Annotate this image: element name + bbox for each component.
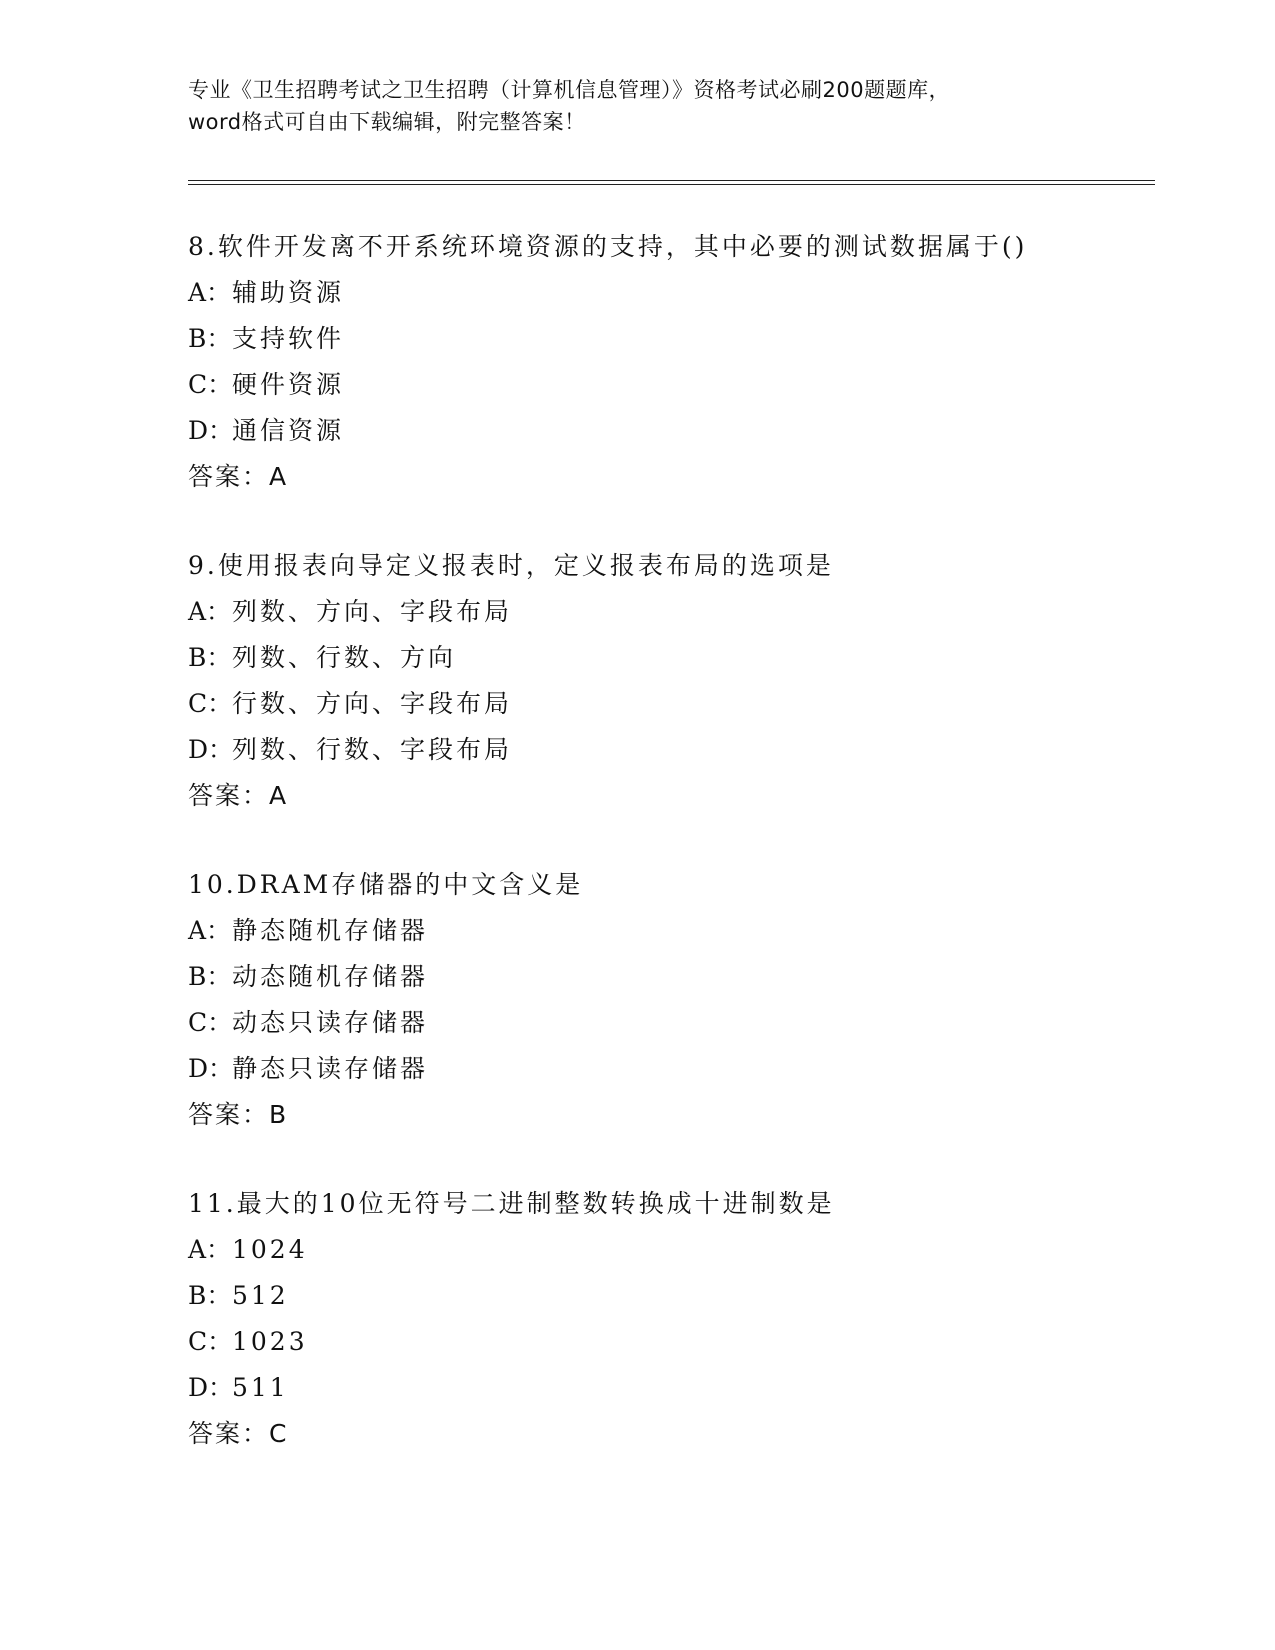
question-10 — [188, 862, 1148, 1138]
option-text: 512 — [232, 1281, 289, 1310]
option-key: C： — [188, 1008, 233, 1037]
option-d — [188, 408, 1148, 454]
option-text: 列数、行数、方向 — [232, 643, 457, 672]
option-c — [188, 1319, 1148, 1365]
option-b — [188, 954, 1148, 1000]
answer-label: 答案： — [188, 462, 270, 491]
answer-label: 答案： — [188, 781, 270, 810]
option-text: 1024 — [232, 1235, 308, 1264]
header-line-2: word格式可自由下载编辑，附完整答案！ — [188, 110, 586, 134]
header-divider-top — [188, 180, 1155, 181]
option-text: 动态随机存储器 — [232, 962, 429, 991]
option-key: D： — [188, 416, 234, 445]
header-divider-bottom — [188, 184, 1155, 185]
option-key: B： — [188, 324, 232, 353]
option-c — [188, 681, 1148, 727]
option-text: 行数、方向、字段布局 — [232, 689, 513, 718]
option-text: 511 — [232, 1373, 289, 1402]
option-key: A： — [188, 916, 232, 945]
question-stem: 8.软件开发离不开系统环境资源的支持，其中必要的测试数据属于() — [188, 232, 1028, 261]
option-d — [188, 727, 1148, 773]
option-text: 硬件资源 — [232, 370, 345, 399]
option-b — [188, 635, 1148, 681]
option-key: A： — [188, 278, 232, 307]
option-text: 通信资源 — [232, 416, 345, 445]
option-c — [188, 362, 1148, 408]
option-key: C： — [188, 689, 233, 718]
option-text: 动态只读存储器 — [232, 1008, 429, 1037]
option-key: A： — [188, 1235, 232, 1264]
option-key: C： — [188, 1327, 233, 1356]
question-9 — [188, 543, 1148, 819]
option-a — [188, 589, 1148, 635]
option-text: 辅助资源 — [232, 278, 345, 307]
option-key: D： — [188, 735, 234, 764]
option-b — [188, 316, 1148, 362]
question-8 — [188, 224, 1148, 500]
option-c — [188, 1000, 1148, 1046]
option-text: 1023 — [232, 1327, 308, 1356]
answer-value: A — [269, 462, 287, 491]
question-stem: 11.最大的10位无符号二进制整数转换成十进制数是 — [188, 1189, 835, 1218]
option-key: A： — [188, 597, 232, 626]
option-d — [188, 1365, 1148, 1411]
option-key: D： — [188, 1054, 234, 1083]
answer-value: C — [269, 1419, 287, 1448]
option-a — [188, 270, 1148, 316]
header-line-1: 专业《卫生招聘考试之卫生招聘（计算机信息管理）》资格考试必刷200题题库， — [188, 78, 951, 102]
answer-value: A — [269, 781, 287, 810]
option-key: B： — [188, 643, 232, 672]
option-text: 列数、方向、字段布局 — [232, 597, 513, 626]
option-a — [188, 908, 1148, 954]
option-key: D： — [188, 1373, 234, 1402]
option-d — [188, 1046, 1148, 1092]
option-text: 列数、行数、字段布局 — [232, 735, 513, 764]
answer-line — [188, 773, 1148, 819]
answer-label: 答案： — [188, 1100, 270, 1129]
question-stem: 9.使用报表向导定义报表时，定义报表布局的选项是 — [188, 551, 834, 580]
option-text: 静态只读存储器 — [232, 1054, 429, 1083]
answer-line — [188, 1092, 1148, 1138]
option-key: B： — [188, 962, 232, 991]
option-text: 静态随机存储器 — [232, 916, 429, 945]
option-key: B： — [188, 1281, 232, 1310]
option-a — [188, 1227, 1148, 1273]
document-header — [188, 74, 1088, 138]
answer-value: B — [269, 1100, 287, 1129]
answer-label: 答案： — [188, 1419, 270, 1448]
question-stem: 10.DRAM存储器的中文含义是 — [188, 870, 584, 899]
option-key: C： — [188, 370, 233, 399]
option-text: 支持软件 — [232, 324, 345, 353]
option-b — [188, 1273, 1148, 1319]
answer-line — [188, 454, 1148, 500]
answer-line — [188, 1411, 1148, 1457]
question-11 — [188, 1181, 1148, 1457]
